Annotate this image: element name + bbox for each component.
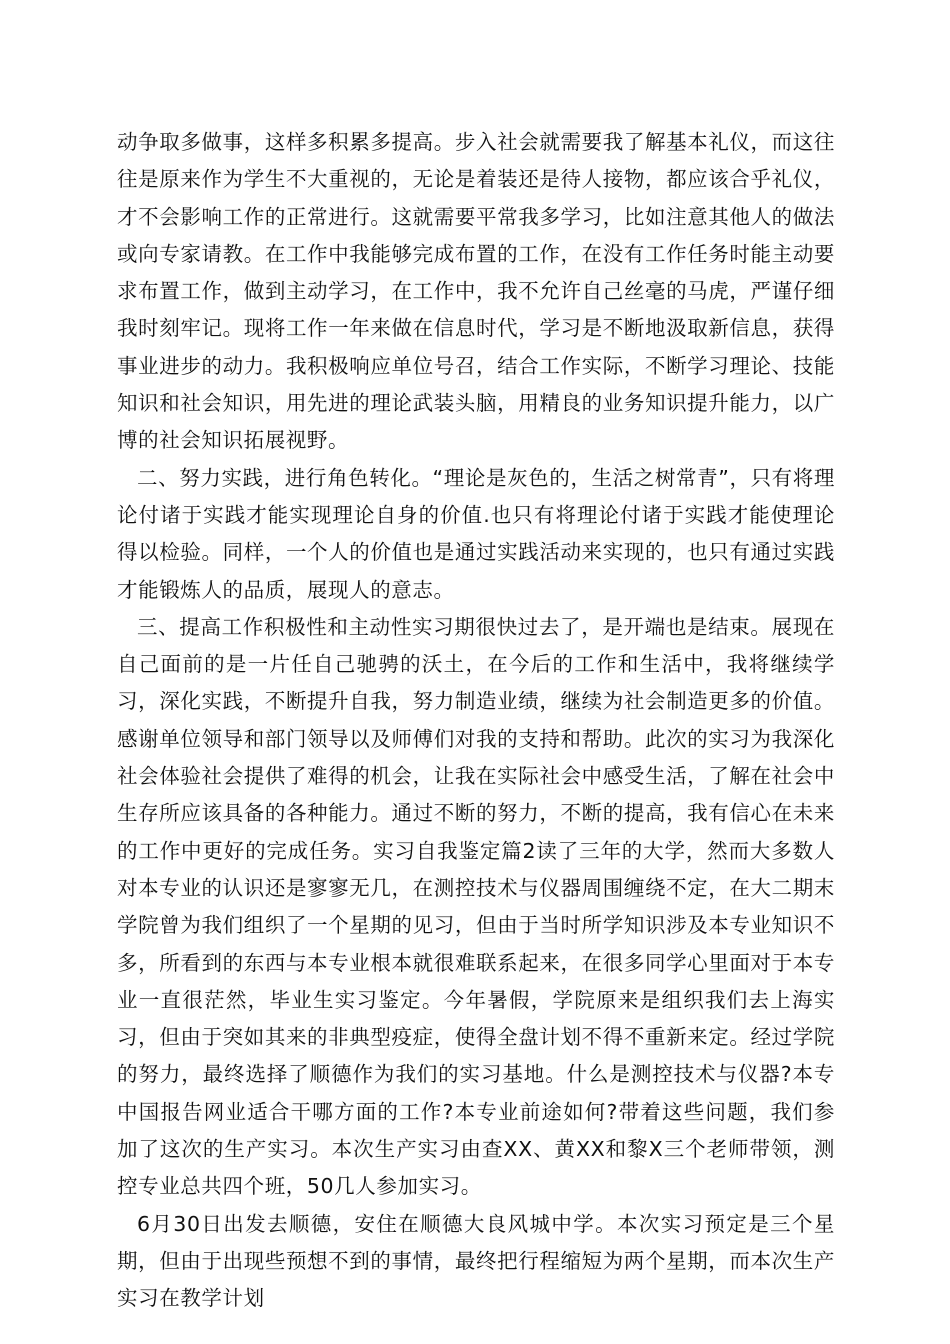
paragraph-4: 6月30日出发去顺德，安住在顺德大良风城中学。本次实习预定是三个星期，但由于出现些预想不到的事情，最终把行程缩短为两个星期，而本次生产实习在教学计划: [117, 1211, 835, 1311]
paragraph-3: 三、提高工作积极性和主动性实习期很快过去了，是开端也是结束。展现在自己面前的是一片任自己驰骋的沃土，在今后的工作和生活中，我将继续学习，深化实践，不断提升自我，努力制造业绩，继续为社会制造更多的价值。感谢单位领导和部门领导以及师傅们对我的支持和帮助。此次的实习为我深化社会体验社会提供了难得的机会，让我在实际社会中感受生活，了解在社会中生存所应该具备的各种能力。通过不断的努力，不断的提高，我有信心在未来的工作中更好的完成任务。实习自我鉴定篇2读了三年的大学，然而大多数人对本专业的认识还是寥寥无几，在测控技术与仪器周围缠绕不定，在大二期末学院曾为我们组织了一个星期的见习，但由于当时所学知识涉及本专业知识不多，所看到的东西与本专业根本就很难联系起来，在很多同学心里面对于本专业一直很茫然，毕业生实习鉴定。今年暑假，学院原来是组织我们去上海实习，但由于突如其来的非典型疫症，使得全盘计划不得不重新来定。经过学院的努力，最终选择了顺德作为我们的实习基地。什么是测控技术与仪器?本专中国报告网业适合干哪方面的工作?本专业前途如何?带着这些问题，我们参加了这次的生产实习。本次生产实习由查XX、黄XX和黎X三个老师带领，测控专业总共四个班，50几人参加实习。: [117, 614, 835, 1199]
paragraph-2: 二、努力实践，进行角色转化。“理论是灰色的，生活之树常青”，只有将理论付诸于实践才能实现理论自身的价值.也只有将理论付诸于实践才能使理论得以检验。同样，一个人的价值也是通过实践活动来实现的，也只有通过实践才能锻炼人的品质，展现人的意志。: [117, 465, 835, 602]
document-body: [117, 124, 835, 1318]
paragraph-1: 动争取多做事，这样多积累多提高。步入社会就需要我了解基本礼仪，而这往往是原来作为学生不大重视的，无论是着装还是待人接物，都应该合乎礼仪，才不会影响工作的正常进行。这就需要平常我多学习，比如注意其他人的做法或向专家请教。在工作中我能够完成布置的工作，在没有工作任务时能主动要求布置工作，做到主动学习，在工作中，我不允许自己丝毫的马虎，严谨仔细我时刻牢记。现将工作一年来做在信息时代，学习是不断地汲取新信息，获得事业进步的动力。我积极响应单位号召，结合工作实际，不断学习理论、技能知识和社会知识，用先进的理论武装头脑，用精良的业务知识提升能力，以广博的社会知识拓展视野。: [117, 130, 835, 453]
